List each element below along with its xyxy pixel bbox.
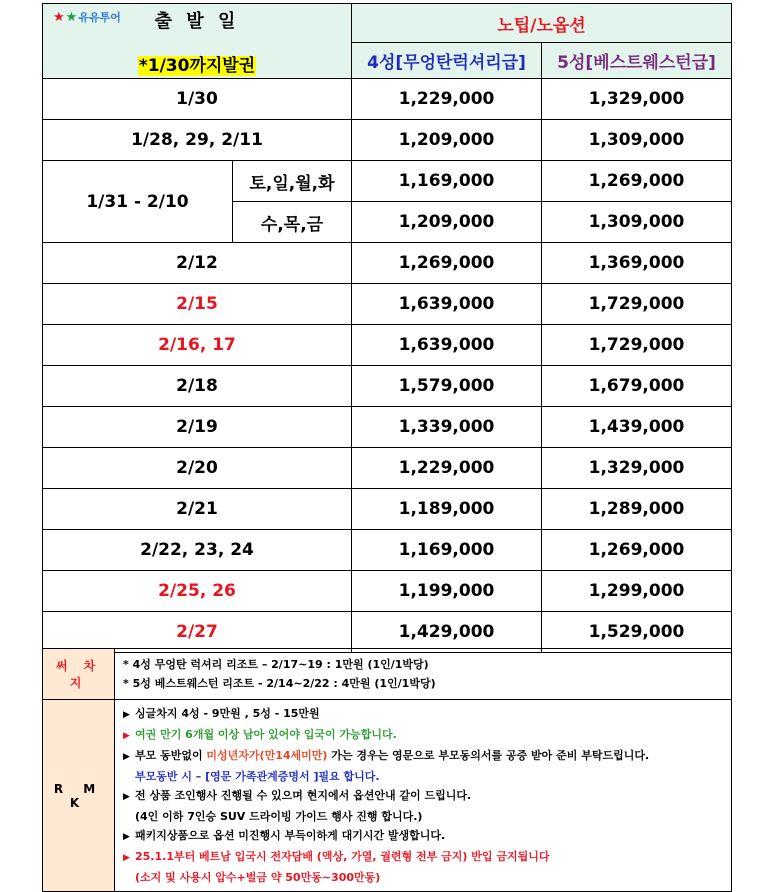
surcharge-line: * 4성 무엉탄 럭셔리 리조트 – 2/17~19 : 1만원 (1인/1박당) — [123, 658, 429, 671]
rmk-line: 부모동반 시 – [영문 가족관계증명서 ]필요 합니다. — [135, 770, 380, 783]
rmk-line: 패키지상품으로 옵션 미진행시 부득이하게 대기시간 발생합니다. — [135, 829, 446, 842]
rmk-label: R M K — [43, 700, 115, 892]
price-4star-cell: 1,189,000 — [352, 489, 542, 530]
bullet-icon: ▶ — [123, 710, 130, 720]
price-5star-cell: 1,329,000 — [542, 79, 732, 120]
date-cell: 2/25, 26 — [43, 571, 352, 612]
date-cell: 1/30 — [43, 79, 352, 120]
price-5star-cell: 1,309,000 — [542, 202, 732, 243]
surcharge-label: 써 차 지 — [43, 649, 115, 700]
table-row — [43, 407, 732, 448]
issue-deadline-note: *1/30까지발권 — [138, 56, 256, 76]
date-cell: 2/21 — [43, 489, 352, 530]
price-4star-cell: 1,229,000 — [352, 79, 542, 120]
rmk-line: 25.1.1부터 베트남 입국시 전자담배 (액상, 가열, 궐련형 전부 금지) 반입 금지됩니다 — [135, 850, 550, 863]
table-row — [43, 243, 732, 284]
departure-header-cell — [43, 4, 352, 79]
date-cell: 2/20 — [43, 448, 352, 489]
price-4star-cell: 1,199,000 — [352, 571, 542, 612]
price-4star-cell: 1,169,000 — [352, 530, 542, 571]
no-tip-no-option-header: 노팁/노옵션 — [352, 4, 732, 43]
bullet-icon: ▶ — [123, 752, 130, 762]
price-4star-cell: 1,209,000 — [352, 202, 542, 243]
price-5star-cell: 1,439,000 — [542, 407, 732, 448]
price-4star-cell: 1,639,000 — [352, 325, 542, 366]
price-4star-cell: 1,339,000 — [352, 407, 542, 448]
bullet-icon: ▶ — [123, 731, 130, 741]
table-row — [43, 612, 732, 653]
date-cell: 1/28, 29, 2/11 — [43, 120, 352, 161]
rmk-line: 싱글차지 4성 - 9만원 , 5성 - 15만원 — [135, 707, 320, 720]
price-5star-cell: 1,369,000 — [542, 243, 732, 284]
surcharge-content — [115, 649, 732, 700]
logo-figure-icon: ★ — [65, 9, 78, 25]
price-5star-cell: 1,329,000 — [542, 448, 732, 489]
bullet-icon: ▶ — [123, 853, 130, 863]
price-4star-cell: 1,229,000 — [352, 448, 542, 489]
price-4star-cell: 1,169,000 — [352, 161, 542, 202]
rmk-content — [115, 700, 732, 892]
table-row — [43, 161, 732, 202]
date-cell: 2/19 — [43, 407, 352, 448]
price-table — [42, 3, 732, 653]
price-5star-cell: 1,289,000 — [542, 489, 732, 530]
table-row — [43, 448, 732, 489]
weekday-cell: 수,목,금 — [233, 202, 352, 243]
table-row — [43, 530, 732, 571]
table-row — [43, 325, 732, 366]
rmk-line: (4인 이하 7인승 SUV 드라이빙 가이드 행사 진행 합니다.) — [135, 810, 423, 823]
table-row — [43, 79, 732, 120]
price-5star-cell: 1,529,000 — [542, 612, 732, 653]
date-cell: 2/18 — [43, 366, 352, 407]
logo-figure-icon: ★ — [53, 9, 65, 25]
bullet-icon: ▶ — [123, 832, 130, 842]
price-5star-cell: 1,309,000 — [542, 120, 732, 161]
date-cell: 2/12 — [43, 243, 352, 284]
date-cell: 2/27 — [43, 612, 352, 653]
surcharge-line: * 5성 베스트웨스턴 리조트 - 2/14~2/22 : 4만원 (1인/1박당) — [123, 677, 436, 690]
table-row — [43, 120, 732, 161]
price-5star-cell: 1,269,000 — [542, 530, 732, 571]
date-cell: 2/15 — [43, 284, 352, 325]
price-4star-cell: 1,429,000 — [352, 612, 542, 653]
rmk-line: 가는 경우는 영문으로 부모동의서를 공증 받아 준비 부탁드립니다. — [327, 749, 650, 762]
bullet-icon: ▶ — [123, 792, 130, 802]
price-5star-cell: 1,729,000 — [542, 325, 732, 366]
logo-text: 유유투어 — [78, 11, 121, 24]
hotel-5star-header: 5성[베스트웨스턴급] — [542, 43, 732, 79]
price-5star-cell: 1,299,000 — [542, 571, 732, 612]
date-cell: 1/31 - 2/10 — [43, 161, 233, 243]
table-row — [43, 284, 732, 325]
price-4star-cell: 1,269,000 — [352, 243, 542, 284]
rmk-highlight: 미성년자가(만14세미만) — [206, 749, 328, 762]
date-cell: 2/22, 23, 24 — [43, 530, 352, 571]
price-5star-cell: 1,269,000 — [542, 161, 732, 202]
price-5star-cell: 1,729,000 — [542, 284, 732, 325]
date-cell: 2/16, 17 — [43, 325, 352, 366]
table-row — [43, 571, 732, 612]
remarks-table — [42, 648, 732, 892]
price-4star-cell: 1,579,000 — [352, 366, 542, 407]
price-5star-cell: 1,679,000 — [542, 366, 732, 407]
table-row — [43, 366, 732, 407]
rmk-line: 전 상품 조인행사 진행될 수 있으며 현지에서 옵션안내 같이 드립니다. — [135, 789, 472, 802]
hotel-4star-header: 4성[무엉탄럭셔리급] — [352, 43, 542, 79]
table-row — [43, 489, 732, 530]
price-4star-cell: 1,639,000 — [352, 284, 542, 325]
rmk-line: 여권 만기 6개월 이상 남아 있어야 입국이 가능합니다. — [135, 728, 397, 741]
price-4star-cell: 1,209,000 — [352, 120, 542, 161]
departure-title: 출 발 일 — [154, 11, 240, 32]
surcharge-row — [43, 649, 732, 700]
weekday-cell: 토,일,월,화 — [233, 161, 352, 202]
rmk-line: 부모 동반없이 — [135, 749, 207, 762]
rmk-row — [43, 700, 732, 892]
rmk-line: (소지 및 사용시 압수+벌금 약 50만동~300만동) — [135, 871, 381, 884]
